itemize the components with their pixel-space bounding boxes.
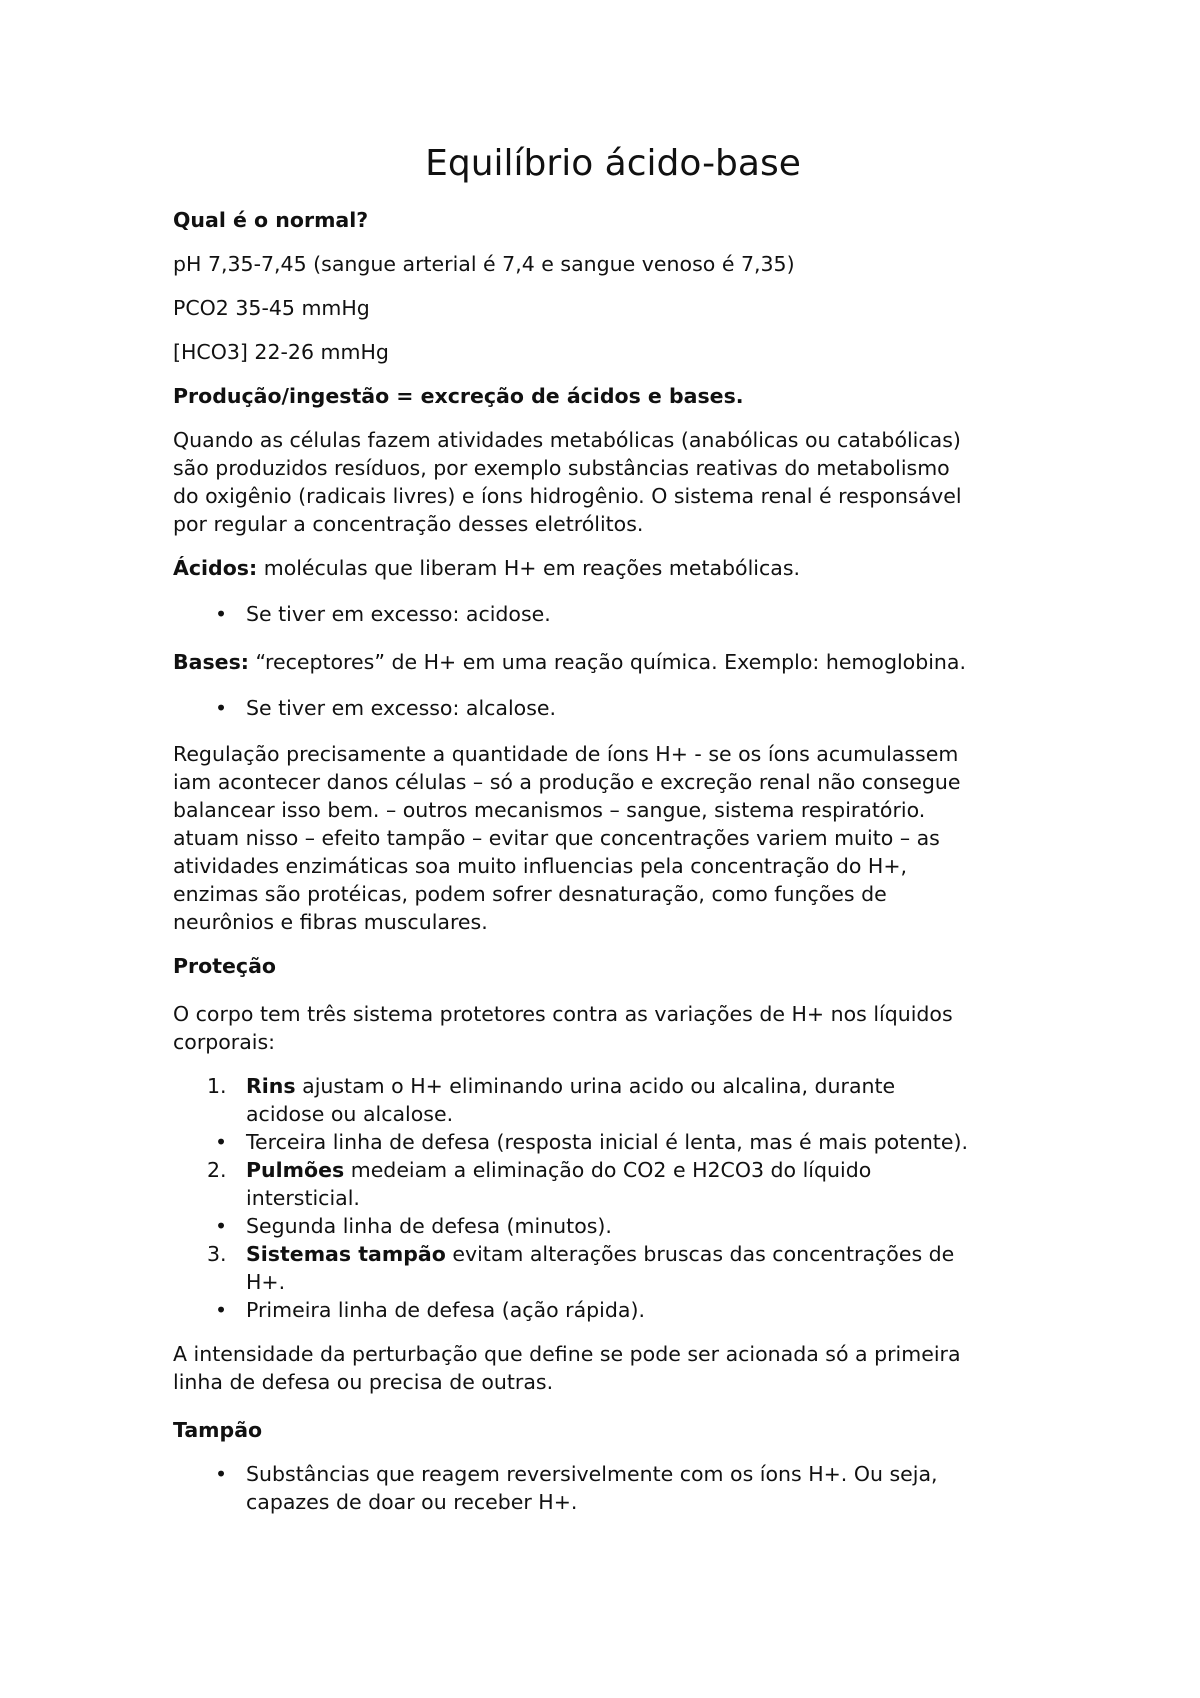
list-item-continuation — [173, 1184, 1053, 1212]
paragraph-line: Quando as células fazem atividades metabólicas (anabólicas ou catabólicas) — [173, 428, 961, 452]
list-item-text: Primeira linha de defesa (ação rápida). — [246, 1298, 645, 1322]
bullet-icon: • — [215, 1462, 228, 1486]
list-item-text — [246, 1240, 954, 1268]
list-item-continuation — [173, 1100, 1053, 1128]
bases-definition — [173, 648, 966, 676]
paragraph-line: O corpo tem três sistema protetores contra as variações de H+ nos líquidos — [173, 1002, 953, 1026]
bases-label: Bases: — [173, 650, 249, 674]
list-item-text: Segunda linha de defesa (minutos). — [246, 1214, 612, 1238]
page-title: Equilíbrio ácido-base — [425, 143, 801, 184]
list-item-desc: H+. — [246, 1270, 286, 1294]
paragraph-line: A intensidade da perturbação que define se pode ser acionada só a primeira — [173, 1342, 961, 1366]
bullet-icon: • — [215, 1214, 228, 1238]
list-item — [173, 1296, 1053, 1324]
list-item-continuation — [173, 1268, 1053, 1296]
list-item — [173, 600, 1053, 628]
list-item-tampao — [173, 1240, 1053, 1268]
bullet-icon: • — [215, 696, 228, 720]
paragraph-line: corporais: — [173, 1030, 276, 1054]
paragraph-line: linha de defesa ou precisa de outras. — [173, 1370, 554, 1394]
pco2-line: PCO2 35-45 mmHg — [173, 296, 370, 320]
bases-bullet: Se tiver em excesso: alcalose. — [246, 696, 557, 720]
list-item — [173, 694, 1053, 722]
list-item-term: Pulmões — [246, 1158, 345, 1182]
list-item-term: Sistemas tampão — [246, 1242, 446, 1266]
bullet-icon: • — [215, 1130, 228, 1154]
list-item-desc: intersticial. — [246, 1186, 360, 1210]
paragraph-line: iam acontecer danos células – só a produção e excreção renal não consegue — [173, 770, 961, 794]
paragraph-line: são produzidos resíduos, por exemplo substâncias reativas do metabolismo — [173, 456, 950, 480]
paragraph-line: por regular a concentração desses eletrólitos. — [173, 512, 644, 536]
heading-tampao: Tampão — [173, 1418, 263, 1442]
bullet-icon: • — [215, 602, 228, 626]
paragraph-line: enzimas são protéicas, podem sofrer desnaturação, como funções de — [173, 882, 887, 906]
list-item-text: Terceira linha de defesa (resposta inicial é lenta, mas é mais potente). — [246, 1130, 968, 1154]
list-item — [173, 1128, 1053, 1156]
list-item-continuation — [173, 1488, 1053, 1516]
list-number: 1. — [207, 1074, 227, 1098]
heading-production: Produção/ingestão = excreção de ácidos e bases. — [173, 384, 744, 408]
list-item-pulmoes — [173, 1156, 1053, 1184]
paragraph-line: do oxigênio (radicais livres) e íons hidrogênio. O sistema renal é responsável — [173, 484, 962, 508]
list-item-desc: acidose ou alcalose. — [246, 1102, 454, 1126]
acidos-text: moléculas que liberam H+ em reações metabólicas. — [257, 556, 801, 580]
list-item-text — [246, 1156, 871, 1184]
list-item-rins — [173, 1072, 1053, 1100]
acidos-label: Ácidos: — [173, 556, 258, 580]
list-item-text — [246, 1072, 895, 1100]
acidos-definition — [173, 554, 800, 582]
list-number: 3. — [207, 1242, 227, 1266]
paragraph-line: neurônios e fibras musculares. — [173, 910, 488, 934]
acidos-bullet: Se tiver em excesso: acidose. — [246, 602, 551, 626]
paragraph-line: atividades enzimáticas soa muito influencias pela concentração do H+, — [173, 854, 908, 878]
heading-normal: Qual é o normal? — [173, 208, 369, 232]
list-item — [173, 1212, 1053, 1240]
bases-text: “receptores” de H+ em uma reação química. Exemplo: hemoglobina. — [248, 650, 966, 674]
heading-protecao: Proteção — [173, 954, 276, 978]
list-item-text: capazes de doar ou receber H+. — [246, 1490, 578, 1514]
paragraph-line: balancear isso bem. – outros mecanismos – sangue, sistema respiratório. — [173, 798, 926, 822]
list-item-desc: evitam alterações bruscas das concentrações de — [445, 1242, 955, 1266]
list-item-desc: ajustam o H+ eliminando urina acido ou alcalina, durante — [295, 1074, 896, 1098]
list-item — [173, 1460, 1053, 1488]
hco3-line: [HCO3] 22-26 mmHg — [173, 340, 389, 364]
list-item-term: Rins — [246, 1074, 296, 1098]
list-item-desc: medeiam a eliminação do CO2 e H2CO3 do líquido — [344, 1158, 872, 1182]
ph-line: pH 7,35-7,45 (sangue arterial é 7,4 e sangue venoso é 7,35) — [173, 252, 795, 276]
paragraph-line: atuam nisso – efeito tampão – evitar que concentrações variem muito – as — [173, 826, 940, 850]
list-number: 2. — [207, 1158, 227, 1182]
list-item-text: Substâncias que reagem reversivelmente com os íons H+. Ou seja, — [246, 1462, 938, 1486]
bullet-icon: • — [215, 1298, 228, 1322]
paragraph-line: Regulação precisamente a quantidade de íons H+ - se os íons acumulassem — [173, 742, 959, 766]
